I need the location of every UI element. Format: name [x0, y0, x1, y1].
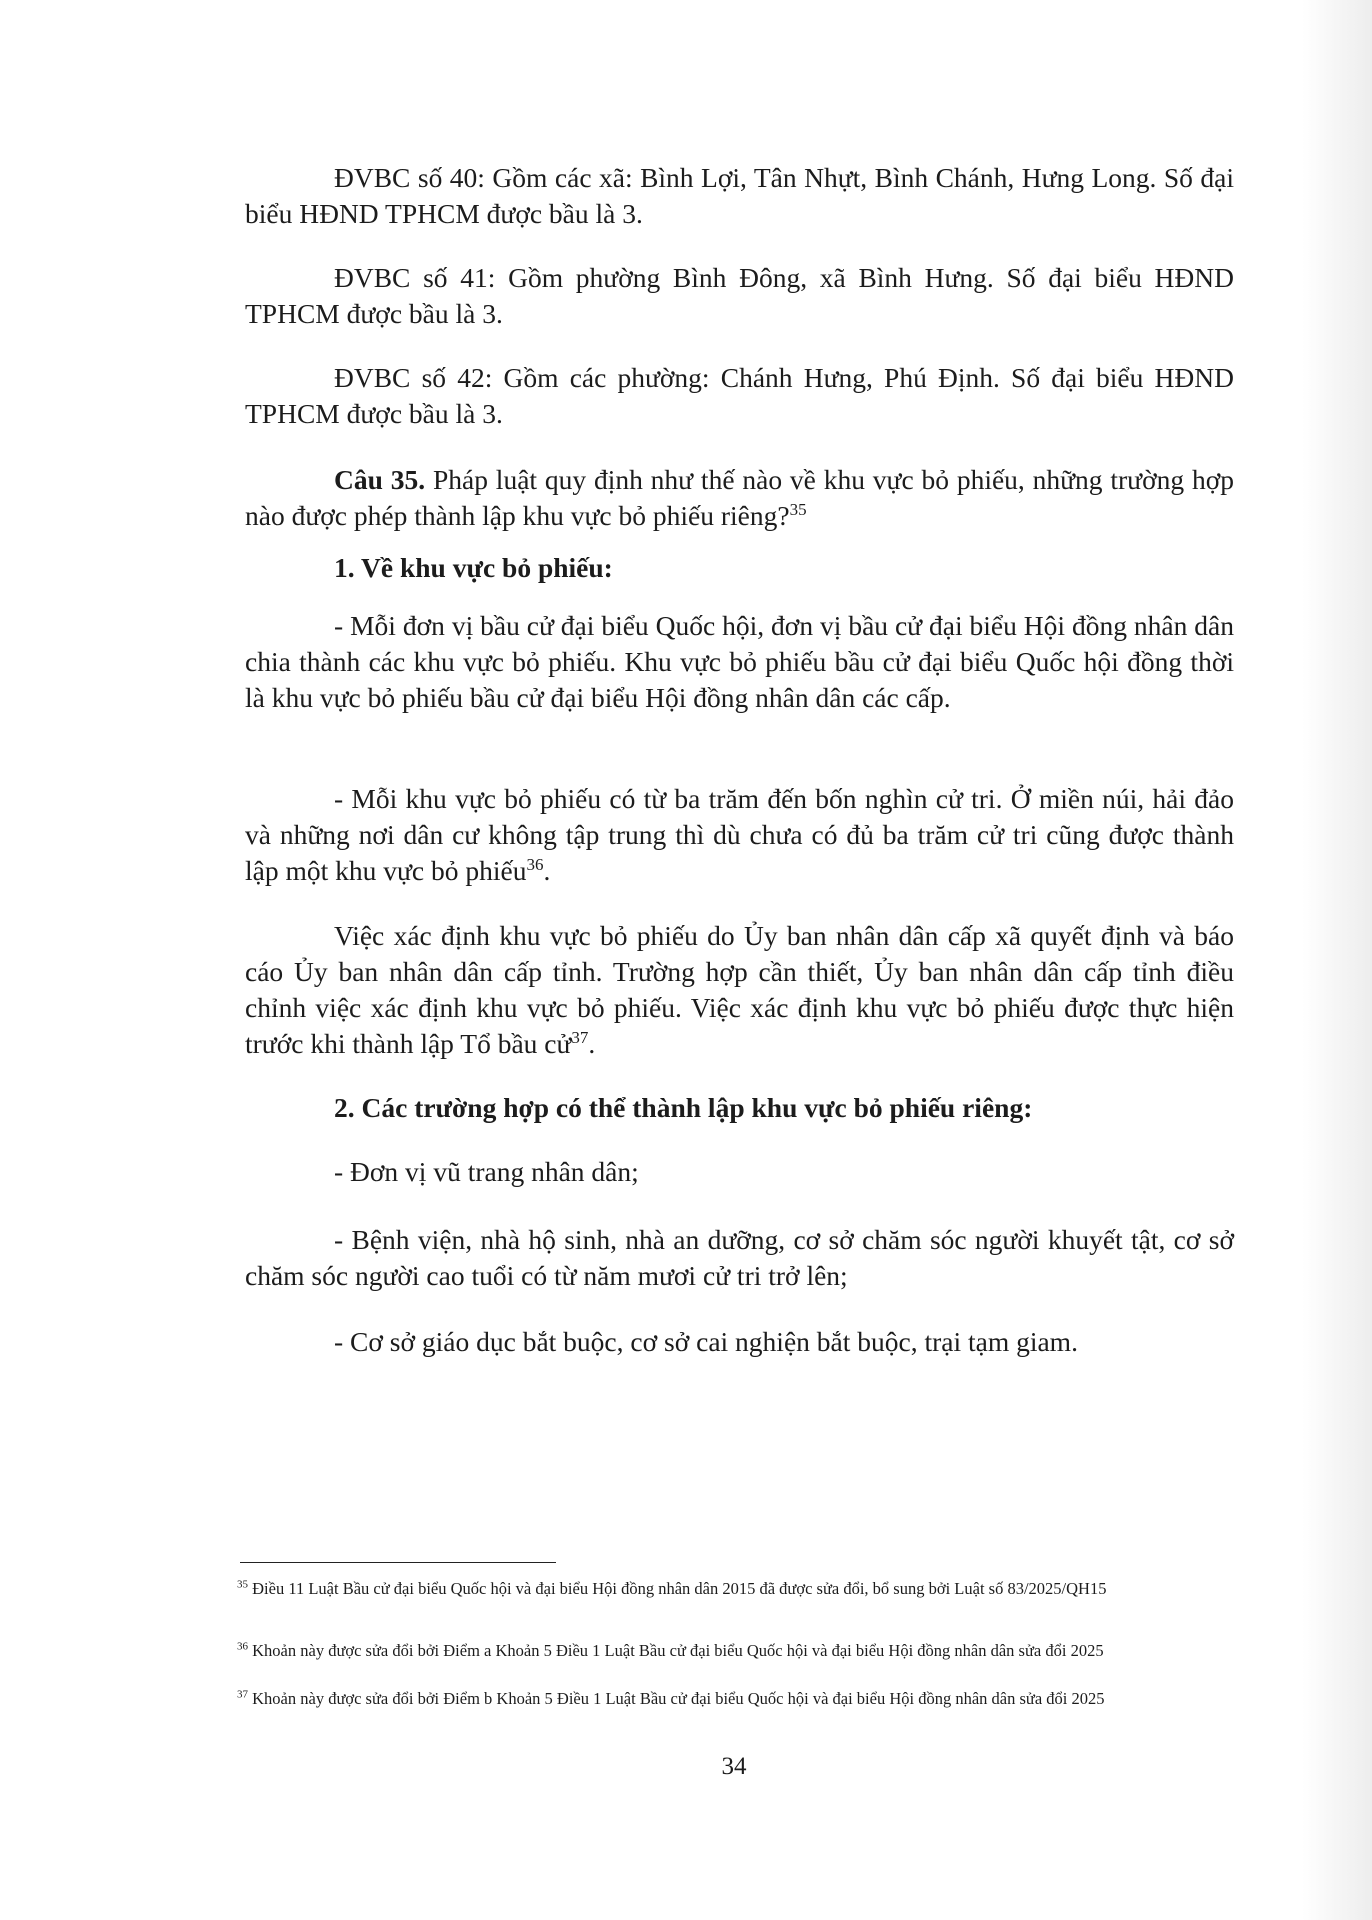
footnote-35-number: 35 [237, 1578, 248, 1591]
question-label: Câu 35. [334, 464, 426, 495]
bullet-voting-area-division [245, 608, 1234, 716]
paragraph-dvbc-40 [245, 160, 1234, 232]
footnote-37-number: 37 [237, 1688, 248, 1701]
bullet-voting-area-division-text: - Mỗi đơn vị bầu cử đại biểu Quốc hội, đơn vị bầu cử đại biểu Hội đồng nhân dân chia thành các khu vực bỏ phiếu. Khu vực bỏ phiếu bầu cử đại biểu Quốc hội đồng thời là khu vực bỏ phiếu bầu cử đại biểu Hội đồng nhân dân các cấp. [245, 610, 1234, 713]
bullet-voter-count [245, 781, 1234, 889]
footnote-36 [237, 1640, 1237, 1662]
case-detention-text: - Cơ sở giáo dục bắt buộc, cơ sở cai nghiện bắt buộc, trại tạm giam. [334, 1326, 1078, 1357]
paragraph-dvbc-41-text: ĐVBC số 41: Gồm phường Bình Đông, xã Bình Hưng. Số đại biểu HĐND TPHCM được bầu là 3. [245, 262, 1234, 329]
page-edge-shadow [1302, 0, 1372, 1920]
footnote-37 [237, 1688, 1237, 1710]
footnote-35-text: Điều 11 Luật Bầu cử đại biểu Quốc hội và đại biểu Hội đồng nhân dân 2015 đã được sửa đổi, bổ sung bởi Luật số 83/2025/QH15 [248, 1579, 1107, 1598]
footnote-35 [237, 1578, 1237, 1600]
case-armed-units [245, 1154, 1234, 1190]
bullet-voter-count-end: . [543, 855, 551, 886]
footnote-ref-36: 36 [526, 854, 544, 874]
paragraph-dvbc-40-text: ĐVBC số 40: Gồm các xã: Bình Lợi, Tân Nhựt, Bình Chánh, Hưng Long. Số đại biểu HĐND TPHCM được bầu là 3. [245, 162, 1234, 229]
case-armed-units-text: - Đơn vị vũ trang nhân dân; [334, 1156, 639, 1187]
bullet-voter-count-text: - Mỗi khu vực bỏ phiếu có từ ba trăm đến bốn nghìn cử tri. Ở miền núi, hải đảo và những nơi dân cư không tập trung thì dù chưa có đủ ba trăm cử tri cũng được thành lập một khu vực bỏ phiếu [245, 783, 1234, 886]
case-hospitals-text: - Bệnh viện, nhà hộ sinh, nhà an dưỡng, cơ sở chăm sóc người khuyết tật, cơ sở chăm sóc người cao tuổi có từ năm mươi cử tri trở lên; [245, 1224, 1234, 1291]
question-text: Pháp luật quy định như thế nào về khu vực bỏ phiếu, những trường hợp nào được phép thành lập khu vực bỏ phiếu riêng? [245, 464, 1234, 531]
footnote-37-text: Khoản này được sửa đổi bởi Điểm b Khoản 5 Điều 1 Luật Bầu cử đại biểu Quốc hội và đại biểu Hội đồng nhân dân sửa đổi 2025 [248, 1689, 1105, 1708]
paragraph-dvbc-42 [245, 360, 1234, 432]
section-heading-1: 1. Về khu vực bỏ phiếu: [334, 552, 613, 583]
paragraph-area-determination [245, 918, 1234, 1062]
paragraph-area-determination-end: . [588, 1028, 596, 1059]
paragraph-dvbc-41 [245, 260, 1234, 332]
case-hospitals [245, 1222, 1234, 1294]
footnote-ref-37: 37 [571, 1027, 589, 1047]
section-heading-2: 2. Các trường hợp có thể thành lập khu vực bỏ phiếu riêng: [334, 1092, 1033, 1123]
page-number: 34 [721, 1753, 747, 1780]
question-35 [245, 462, 1234, 534]
footnote-separator [240, 1562, 556, 1563]
footnote-ref-35: 35 [789, 499, 807, 519]
paragraph-dvbc-42-text: ĐVBC số 42: Gồm các phường: Chánh Hưng, Phú Định. Số đại biểu HĐND TPHCM được bầu là 3. [245, 362, 1234, 429]
paragraph-area-determination-text: Việc xác định khu vực bỏ phiếu do Ủy ban nhân dân cấp xã quyết định và báo cáo Ủy ban nhân dân cấp tỉnh. Trường hợp cần thiết, Ủy ban nhân dân cấp tỉnh điều chỉnh việc xác định khu vực bỏ phiếu. Việc xác định khu vực bỏ phiếu được thực hiện trước khi thành lập Tổ bầu cử [245, 920, 1234, 1059]
case-detention [245, 1324, 1234, 1360]
footnote-36-text: Khoản này được sửa đổi bởi Điểm a Khoản 5 Điều 1 Luật Bầu cử đại biểu Quốc hội và đại biểu Hội đồng nhân dân sửa đổi 2025 [248, 1641, 1104, 1660]
footnote-36-number: 36 [237, 1640, 248, 1653]
